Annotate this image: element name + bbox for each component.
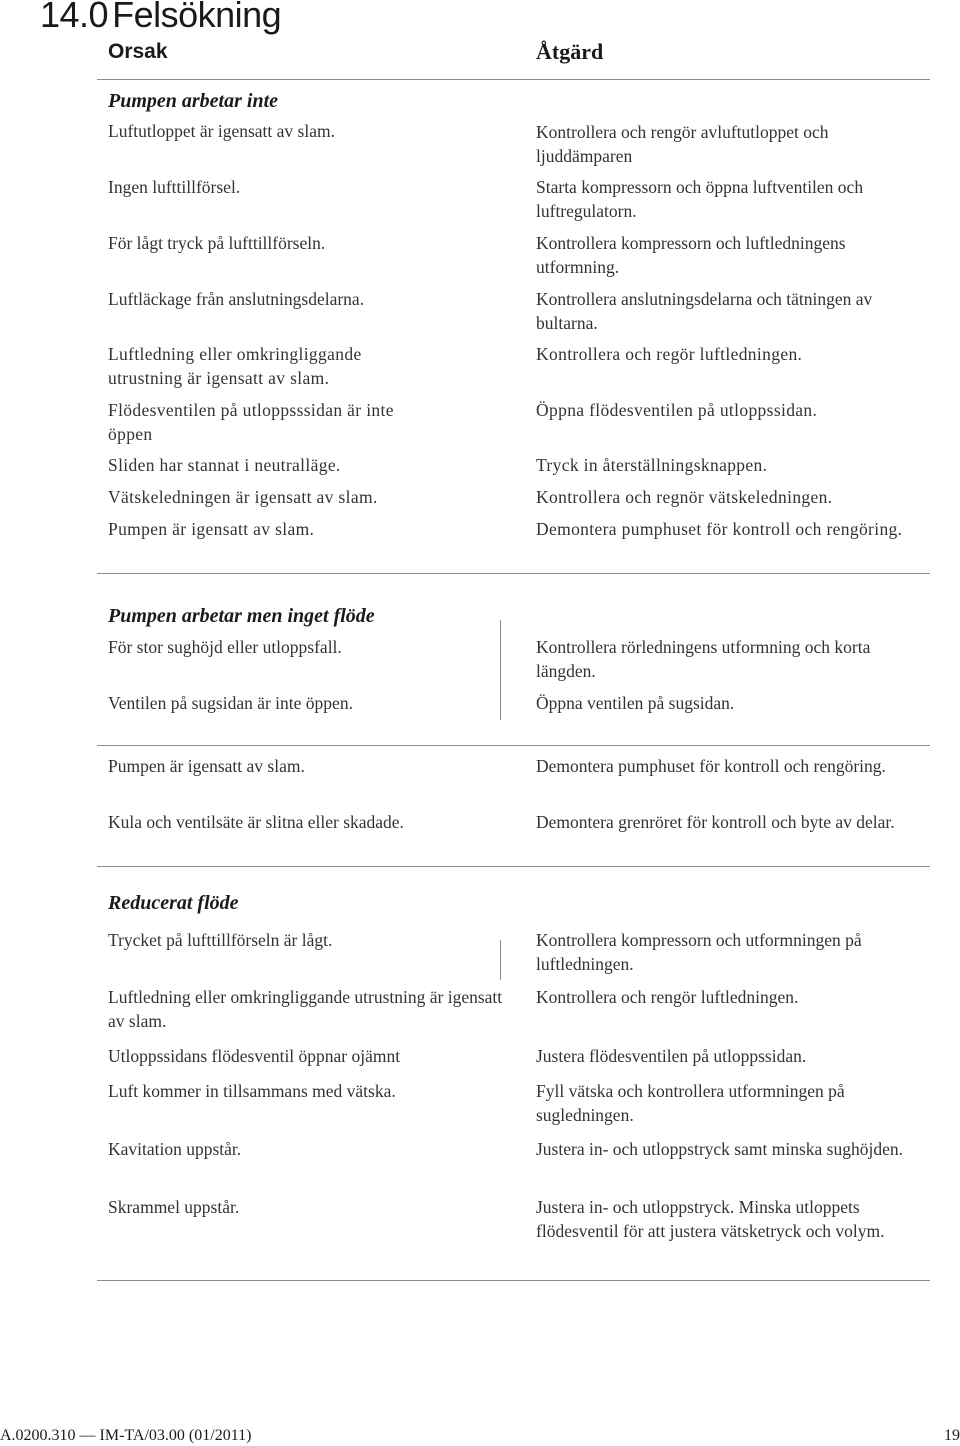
action-cell: Justera in- och utloppstryck samt minska sughöjden. bbox=[536, 1139, 903, 1159]
cause-cell: Vätskeledningen är igensatt av slam. bbox=[108, 487, 378, 507]
cause-cell: För stor sughöjd eller utloppsfall. bbox=[108, 637, 342, 657]
page-heading bbox=[40, 0, 281, 36]
column-header-action: Åtgärd bbox=[536, 39, 604, 64]
section-rule bbox=[97, 745, 930, 746]
column-header-cause: Orsak bbox=[108, 40, 168, 63]
cause-cell: Luftläckage från anslutningsdelarna. bbox=[108, 289, 365, 309]
action-cell: Demontera pumphuset för kontroll och rengöring. bbox=[536, 756, 886, 776]
heading-title: Felsökning bbox=[112, 0, 282, 35]
action-cell: Justera flödesventilen på utloppssidan. bbox=[536, 1046, 807, 1066]
cause-cell: Ventilen på sugsidan är inte öppen. bbox=[108, 693, 353, 713]
cause-cell: Ingen lufttillförsel. bbox=[108, 177, 241, 197]
cause-cell: Kavitation uppstår. bbox=[108, 1139, 242, 1159]
cause-cell: Sliden har stannat i neutralläge. bbox=[108, 455, 341, 475]
section-rule bbox=[97, 1280, 930, 1281]
action-cell: Demontera pumphuset för kontroll och rengöring. bbox=[536, 519, 903, 539]
action-cell: Kontrollera kompressorn och luftledningens utformning. bbox=[536, 233, 846, 277]
action-cell: Fyll vätska och kontrollera utformningen på sugledningen. bbox=[536, 1081, 845, 1125]
section-rule bbox=[97, 866, 930, 867]
header-rule bbox=[97, 79, 930, 80]
cause-cell: Luftledning eller omkringliggande utrustning är igensatt av slam. bbox=[108, 987, 503, 1031]
action-cell: Öppna ventilen på sugsidan. bbox=[536, 693, 735, 713]
cause-cell: Utloppssidans flödesventil öppnar ojämnt bbox=[108, 1046, 401, 1066]
footer-doc-code: A.0200.310 — IM-TA/03.00 (01/2011) bbox=[0, 1427, 252, 1444]
section-title: Pumpen arbetar inte bbox=[108, 90, 279, 112]
cause-cell: Trycket på lufttillförseln är lågt. bbox=[108, 930, 333, 950]
action-cell: Tryck in återställningsknappen. bbox=[536, 455, 768, 475]
cause-cell: Flödesventilen på utloppsssidan är inte öppen bbox=[108, 400, 394, 444]
cause-cell: Kula och ventilsäte är slitna eller skadade. bbox=[108, 812, 404, 832]
action-cell: Kontrollera kompressorn och utformningen på luftledningen. bbox=[536, 930, 862, 974]
cause-cell: Pumpen är igensatt av slam. bbox=[108, 519, 315, 539]
section-rule bbox=[97, 573, 930, 574]
action-cell: Starta kompressorn och öppna luftventilen och luftregulatorn. bbox=[536, 177, 864, 221]
cause-cell: För lågt tryck på lufttillförseln. bbox=[108, 233, 326, 253]
action-cell: Demontera grenröret för kontroll och byte av delar. bbox=[536, 812, 895, 832]
action-cell: Kontrollera rörledningens utformning och korta längden. bbox=[536, 637, 871, 681]
cause-cell: Pumpen är igensatt av slam. bbox=[108, 756, 305, 776]
action-cell: Kontrollera och regör luftledningen. bbox=[536, 344, 803, 364]
cause-cell: Luftledning eller omkringliggande utrustning är igensatt av slam. bbox=[108, 344, 362, 388]
action-cell: Kontrollera och rengör avluftutloppet och ljuddämparen bbox=[536, 122, 829, 166]
action-cell: Kontrollera och rengör luftledningen. bbox=[536, 987, 799, 1007]
action-cell: Öppna flödesventilen på utloppssidan. bbox=[536, 400, 818, 420]
section-title: Pumpen arbetar men inget flöde bbox=[108, 605, 375, 627]
cause-cell: Luftutloppet är igensatt av slam. bbox=[108, 121, 335, 141]
action-cell: Justera in- och utloppstryck. Minska utloppets flödesventil för att justera vätsketryck och volym. bbox=[536, 1197, 885, 1241]
cause-cell: Skrammel uppstår. bbox=[108, 1197, 240, 1217]
footer-page-number: 19 bbox=[944, 1427, 960, 1444]
section-title: Reducerat flöde bbox=[108, 892, 239, 914]
action-cell: Kontrollera anslutningsdelarna och tätningen av bultarna. bbox=[536, 289, 873, 333]
cause-cell: Luft kommer in tillsammans med vätska. bbox=[108, 1081, 396, 1101]
heading-number: 14.0 bbox=[40, 0, 109, 35]
action-cell: Kontrollera och regnör vätskeledningen. bbox=[536, 487, 833, 507]
